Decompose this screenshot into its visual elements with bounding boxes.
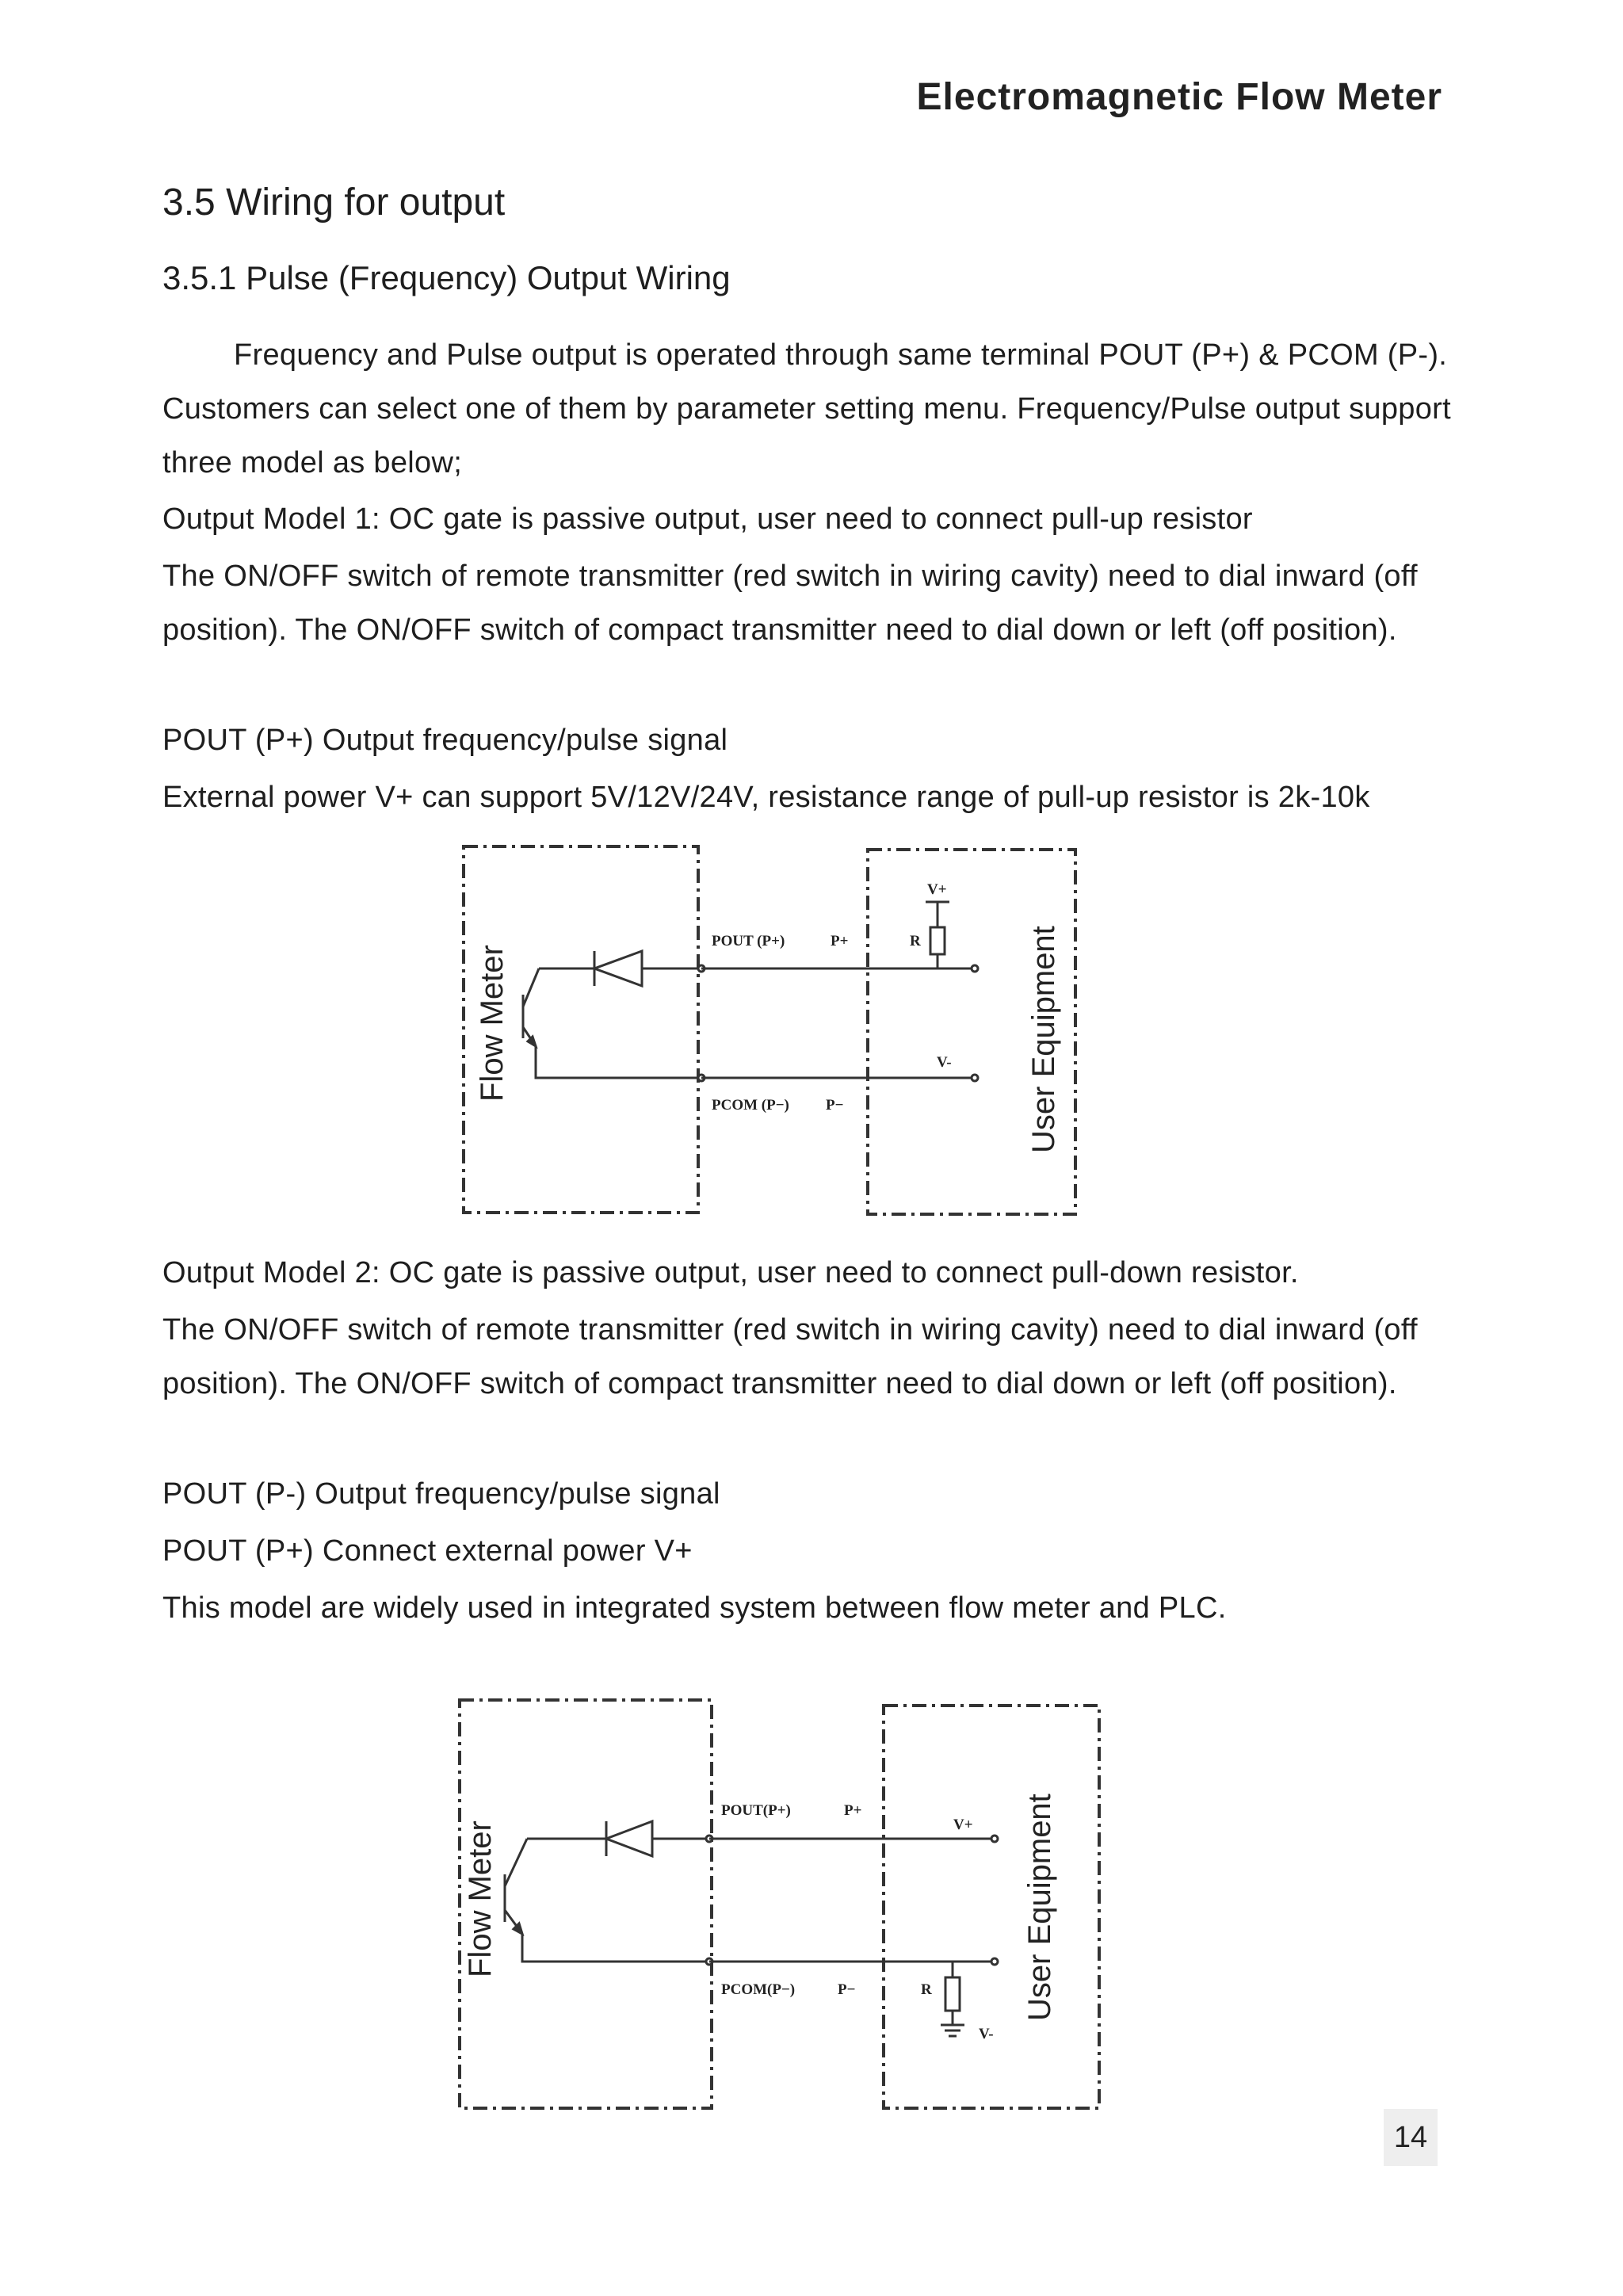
transistor-collector: [523, 968, 539, 1007]
model2-title: Output Model 2: OC gate is passive output, user need to connect pull-down resistor.: [162, 1256, 1299, 1289]
model1-switch-note: The ON/OFF switch of remote transmitter (red switch in wiring cavity) need to dial inward (off position). The ON/OFF switch of compact transmitter need to dial down or left (off position).: [162, 560, 1418, 647]
p-minus-label: P−: [838, 1981, 856, 1998]
model2-pout-plus-line: POUT (P+) Connect external power V+: [162, 1534, 693, 1568]
diode-icon: [606, 1821, 652, 1856]
vplus-label: V+: [953, 1817, 973, 1833]
vminus-label: V-: [937, 1054, 952, 1071]
model1-title: Output Model 1: OC gate is passive output, user need to connect pull-up resistor: [162, 502, 1253, 536]
intro-paragraph: Frequency and Pulse output is operated through same terminal POUT (P+) & PCOM (P-). Customers can select one of them by parameter setting menu. Frequency/Pulse output support three model as below;: [162, 338, 1451, 479]
flow-meter-label: Flow Meter: [463, 1820, 498, 1977]
model1-pout-line: POUT (P+) Output frequency/pulse signal: [162, 724, 728, 757]
page-number: 14: [1384, 2109, 1438, 2166]
model2-pout-minus-line: POUT (P-) Output frequency/pulse signal: [162, 1477, 720, 1511]
section-title: 3.5 Wiring for output: [162, 181, 506, 223]
user-equipment-box: [884, 1706, 1099, 2108]
user-equipment-label: User Equipment: [1026, 926, 1061, 1153]
pout-label: POUT (P+): [712, 933, 785, 949]
vminus-label: V-: [979, 2026, 994, 2042]
resistor-label: R: [921, 1981, 932, 1998]
transistor-collector: [505, 1839, 527, 1886]
pcom-label: PCOM (P−): [712, 1097, 789, 1114]
resistor-label: R: [910, 933, 921, 949]
document-header-title: Electromagnetic Flow Meter: [916, 76, 1442, 118]
p-minus-label: P−: [826, 1097, 844, 1114]
pull-down-resistor-icon: [945, 1977, 960, 2011]
pcom-label: PCOM(P−): [721, 1981, 796, 1998]
diode-icon: [594, 951, 642, 986]
p-plus-label: P+: [844, 1802, 862, 1819]
model1-power-line: External power V+ can support 5V/12V/24V, resistance range of pull-up resistor is 2k-10k: [162, 781, 1370, 814]
subsection-title: 3.5.1 Pulse (Frequency) Output Wiring: [162, 259, 731, 296]
vplus-label: V+: [927, 881, 947, 898]
flow-meter-label: Flow Meter: [475, 945, 510, 1102]
model2-switch-note: The ON/OFF switch of remote transmitter (red switch in wiring cavity) need to dial inward (off position). The ON/OFF switch of compact transmitter need to dial down or left (off position).: [162, 1313, 1418, 1400]
model2-usage-line: This model are widely used in integrated system between flow meter and PLC.: [162, 1591, 1227, 1625]
wiring-diagram-pull-up: [460, 840, 1086, 1221]
pull-up-resistor-icon: [930, 927, 945, 954]
wiring-diagram-pull-down: [456, 1696, 1106, 2116]
user-equipment-label: User Equipment: [1022, 1794, 1057, 2021]
p-plus-label: P+: [831, 933, 849, 949]
pout-label: POUT(P+): [721, 1802, 791, 1819]
